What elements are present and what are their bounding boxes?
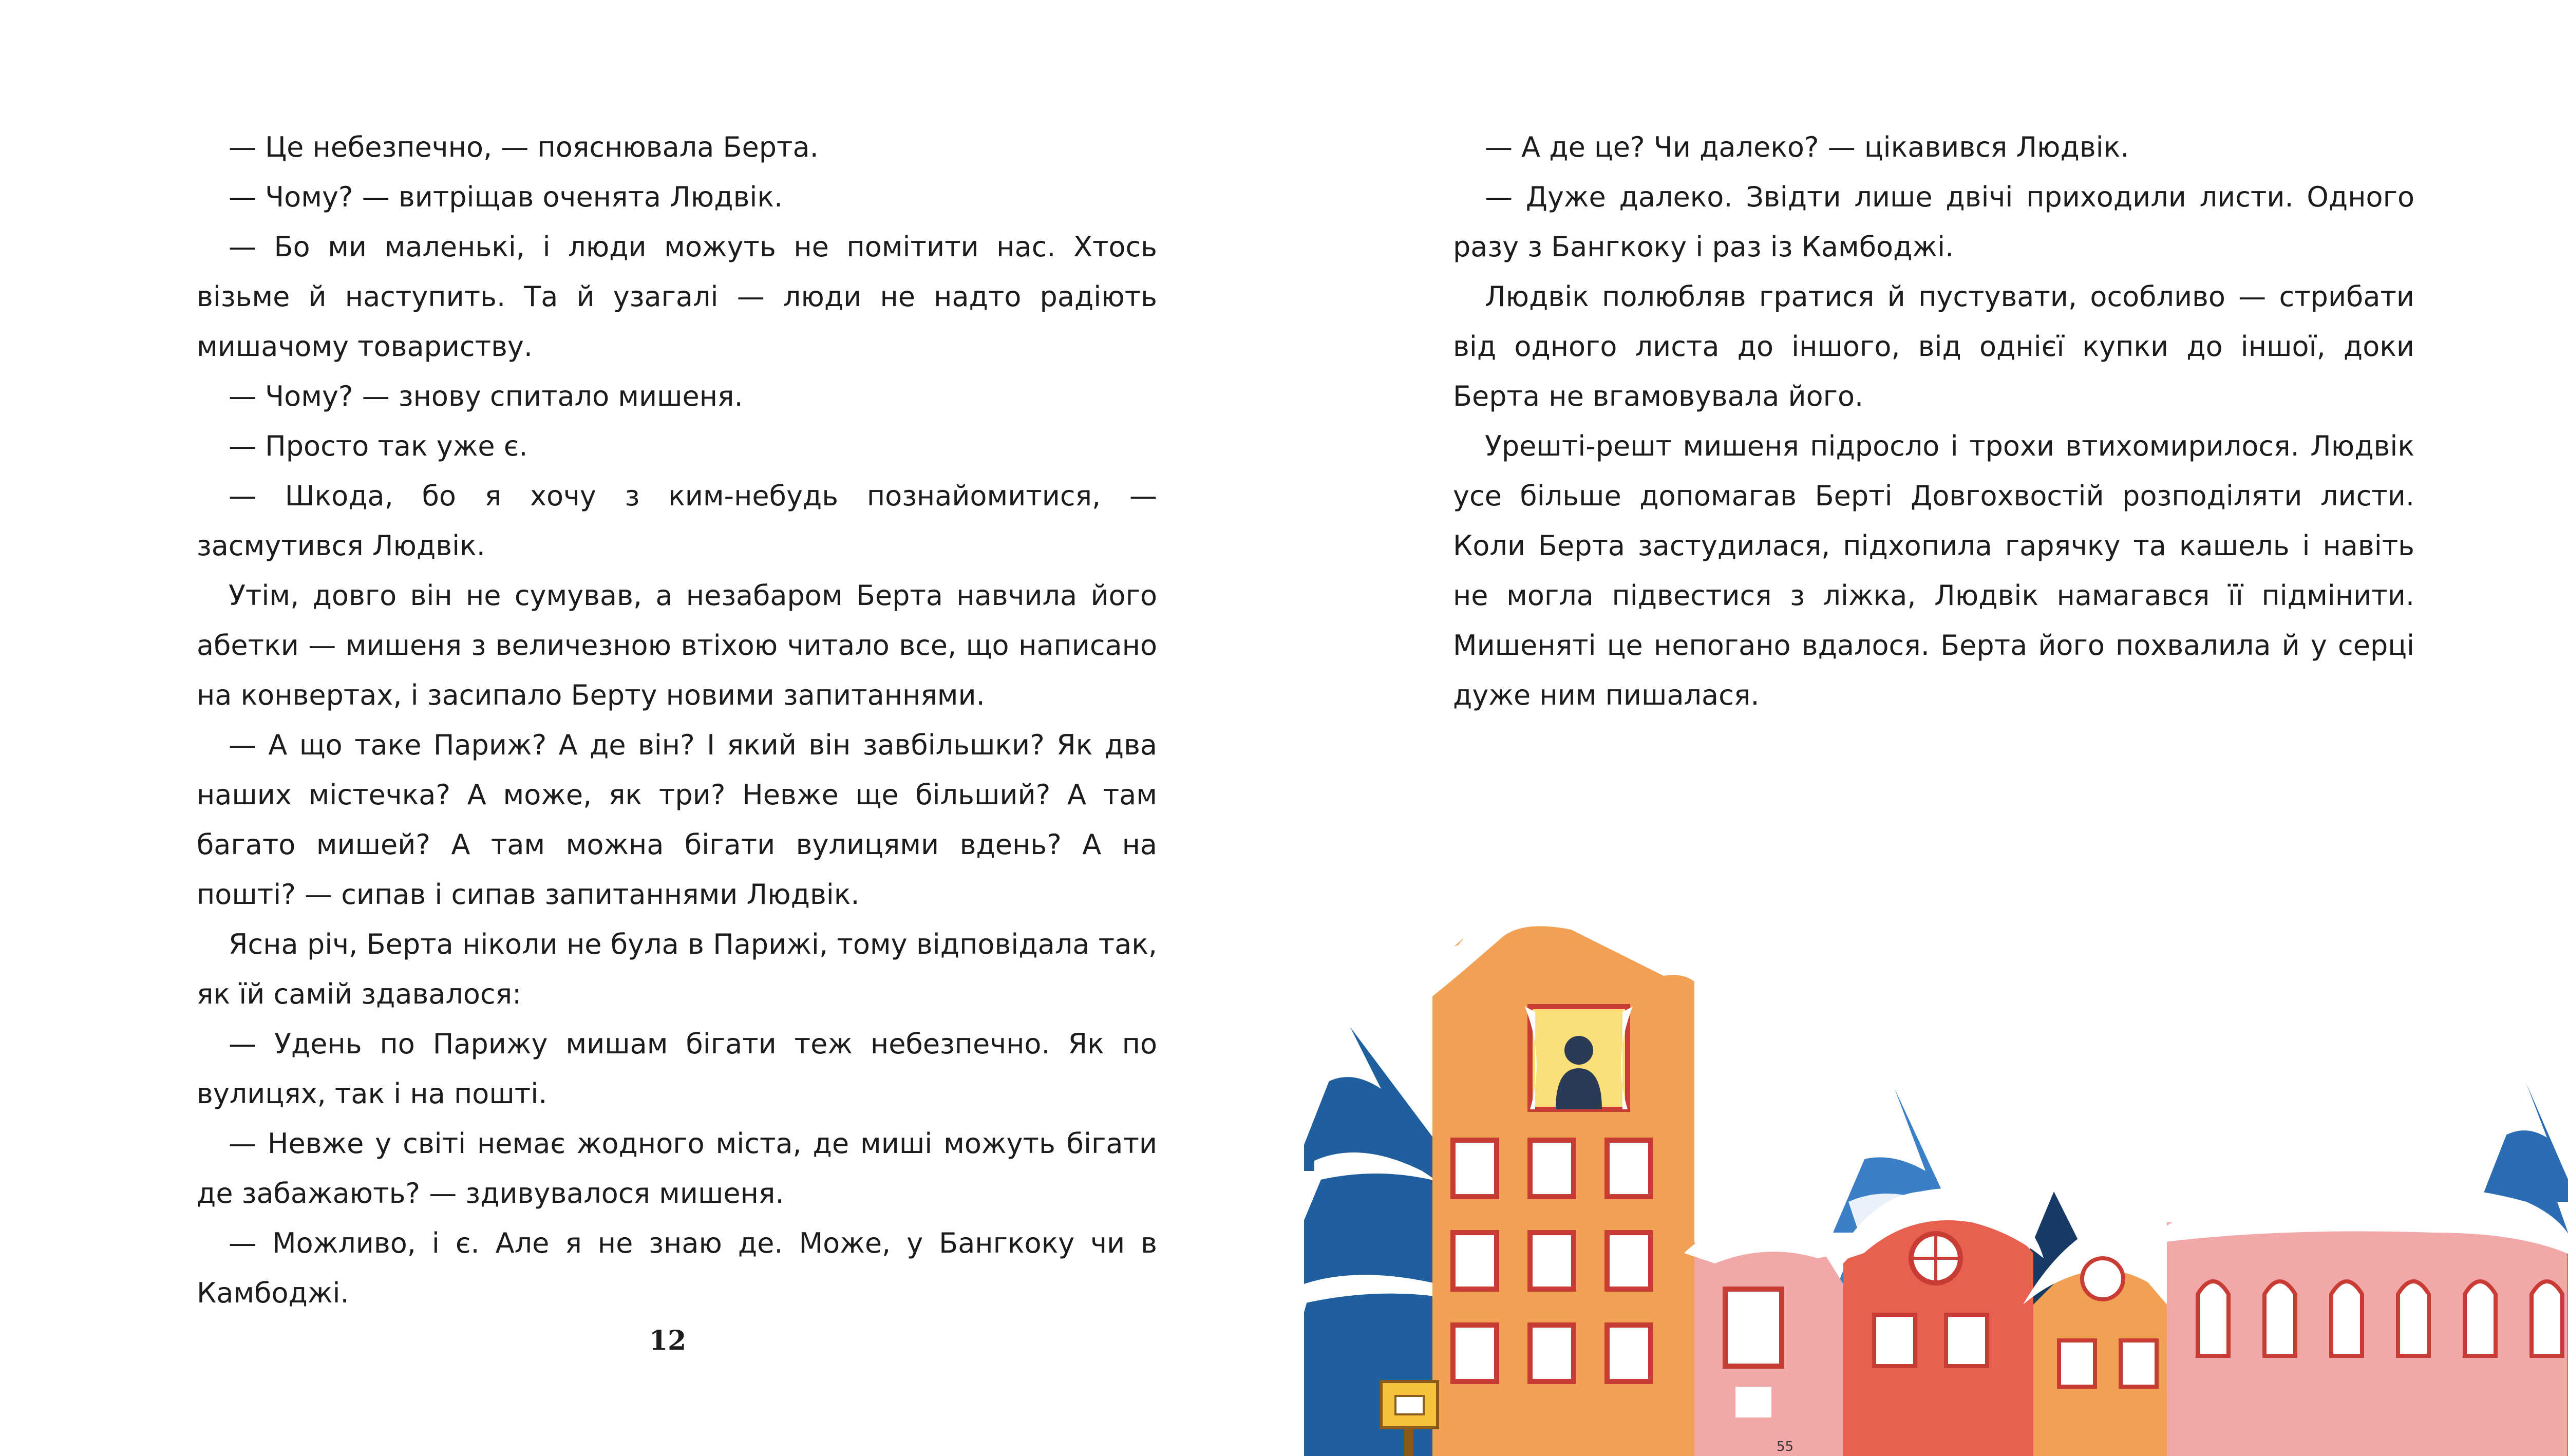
paragraph: — Можливо, і є. Але я не знаю де. Може, у Бангкоку чи в Камбоджі. [197, 1227, 1157, 1309]
right-page [1304, 0, 2568, 1456]
paragraph: Урешті-решт мишеня підросло і трохи втихомирилося. Людвік усе більше допомагав Берті Довгохвостій розподіляти листи. Коли Берта застудилася, підхопила гарячку та кашель і навіть не могла підвестися з ліжка, Людвік намагався її підмінити. Мишеняті це непогано вдалося. Берта його похвалила й у серці дуже ним пишалася. [1453, 430, 2414, 711]
paragraph: — Просто так уже є. [229, 430, 528, 462]
coral-house [1833, 1188, 2044, 1456]
page-number: 12 [649, 1325, 687, 1356]
left-page-text [197, 122, 1157, 1318]
town-illustration [1304, 842, 2568, 1456]
pink-right-house [2157, 1186, 2568, 1456]
paragraph: — Це небезпечно, — пояснювала Берта. [229, 131, 819, 163]
pink-house [1684, 1222, 1854, 1456]
paragraph: Ясна річ, Берта ніколи не була в Парижі, тому відповідала так, як їй самій здавалося: [197, 928, 1157, 1010]
paragraph: — Бо ми маленькі, і люди можуть не помітити нас. Хтось візьме й наступить. Та й узагалі — люди не надто радіють мишачому товариству. [197, 231, 1157, 363]
house-number: 55 [1777, 1439, 1794, 1454]
paragraph: — А що таке Париж? А де він? І який він завбільшки? Як два наших містечка? А може, як три? Невже ще більший? А там багато мишей? А там можна бігати вулицями вдень? А на пошті? — сипав і сипав запитаннями Людвік. [197, 729, 1157, 911]
paragraph: — Невже у світі немає жодного міста, де миші можуть бігати де забажають? — здивувалося мишеня. [197, 1127, 1157, 1209]
paragraph: Людвік полюбляв гратися й пустувати, особливо — стрибати від одного листа до іншого, від однієї купки до іншої, доки Берта не вгамовувала його. [1453, 280, 2414, 412]
paragraph: — Чому? — знову спитало мишеня. [229, 380, 743, 412]
paragraph: Утім, довго він не сумував, а незабаром Берта навчила його абетки — мишеня з величезною втіхою читало все, що написано на конвертах, і засипало Берту новими запитаннями. [197, 579, 1157, 711]
paragraph: — Шкода, бо я хочу з ким-небудь познайомитися, — засмутився Людвік. [197, 480, 1157, 562]
paragraph: — Дуже далеко. Звідти лише двічі приходили листи. Одного разу з Бангкоку і раз із Камбоджі. [1453, 181, 2414, 263]
right-page-text [1453, 122, 2414, 720]
paragraph: — Удень по Парижу мишам бігати теж небезпечно. Як по вулицях, так і на пошті. [197, 1028, 1157, 1110]
paragraph: — А де це? Чи далеко? — цікавився Людвік. [1485, 131, 2129, 163]
paragraph: — Чому? — витріщав оченята Людвік. [229, 181, 783, 213]
